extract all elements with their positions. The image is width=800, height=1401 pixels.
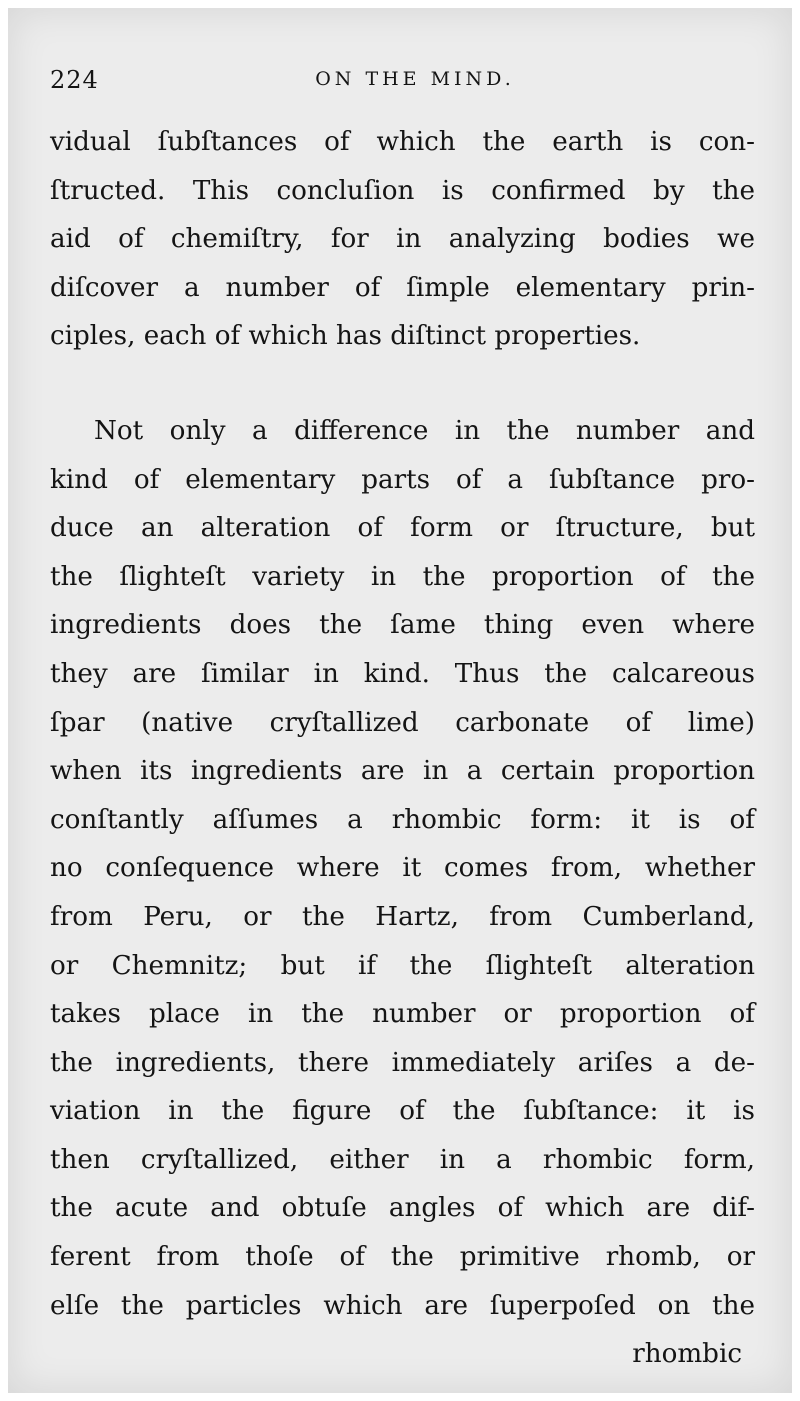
text-line: elſe the particles which are ſuperpoſed on the	[50, 1290, 755, 1321]
text-line: ſtructed. This concluſion is confirmed by the	[50, 175, 755, 206]
text-line: the acute and obtuſe angles of which are dif-	[50, 1193, 755, 1224]
text-line: diſcover a number of ſimple elementary prin-	[50, 272, 755, 303]
paragraph-1	[50, 118, 755, 361]
text-line: from Peru, or the Hartz, from Cumberland,	[50, 901, 755, 932]
page-number: 224	[50, 66, 99, 94]
text-line: then cryſtallized, either in a rhombic form,	[50, 1144, 755, 1175]
text-line: Not only a difference in the number and	[94, 415, 755, 446]
page-header	[50, 66, 750, 100]
running-head: ON THE MIND.	[315, 68, 515, 90]
text-line: or Chemnitz; but if the ſlighteſt alteration	[50, 950, 755, 981]
text-line: the ſlighteſt variety in the proportion of the	[50, 561, 755, 592]
paragraph-gap	[50, 361, 755, 407]
text-line: ſpar (native cryſtallized carbonate of lime)	[50, 707, 755, 738]
text-line: conſtantly aſſumes a rhombic form: it is of	[50, 804, 755, 835]
text-line: vidual ſubſtances of which the earth is con-	[50, 127, 755, 157]
text-line: takes place in the number or proportion of	[50, 999, 755, 1030]
text-line: no conſequence where it comes from, whether	[50, 853, 755, 884]
text-line: ciples, each of which has diſtinct properties.	[50, 321, 641, 352]
text-line: the ingredients, there immediately ariſes a de-	[50, 1047, 755, 1078]
text-line: they are ſimilar in kind. Thus the calcareous	[50, 658, 755, 689]
book-page	[8, 8, 792, 1393]
catchword: rhombic	[632, 1339, 742, 1369]
text-line: aid of chemiſtry, for in analyzing bodies we	[50, 224, 755, 255]
text-line: when its ingredients are in a certain proportion	[50, 756, 755, 787]
text-line: kind of elementary parts of a ſubſtance pro-	[50, 464, 755, 495]
paragraph-2	[50, 407, 755, 1330]
text-line: ingredients does the ſame thing even where	[50, 610, 755, 641]
body-text	[50, 118, 755, 1330]
text-line: viation in the figure of the ſubſtance: it is	[50, 1096, 755, 1127]
text-line: ferent from thoſe of the primitive rhomb, or	[50, 1242, 755, 1273]
text-line: duce an alteration of form or ſtructure, but	[50, 513, 755, 544]
